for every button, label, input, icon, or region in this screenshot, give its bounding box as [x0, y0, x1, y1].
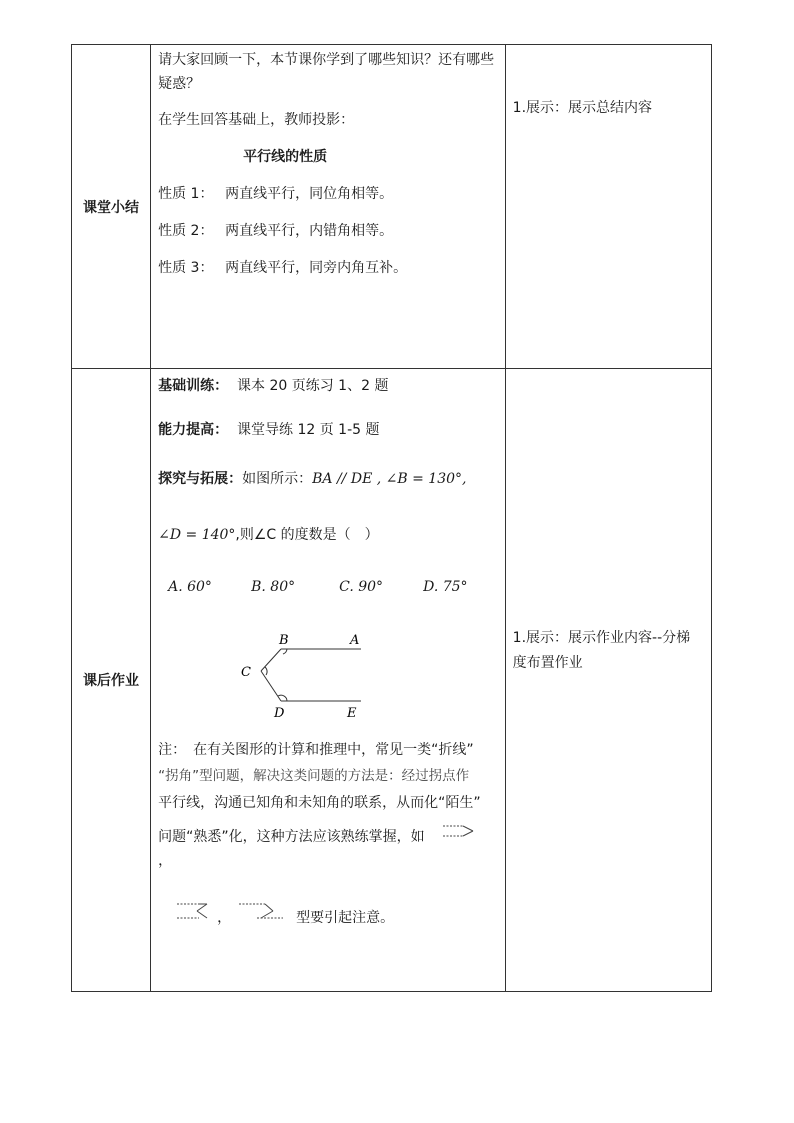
note-line-2: “拐角”型问题，解决这类问题的方法是：经过拐点作 [158, 768, 470, 784]
homework-note-cell [505, 369, 711, 992]
option-c: C. 90° [339, 579, 384, 595]
summary-label: 课堂小结 [72, 45, 151, 369]
explore-key: 探究与拓展： [158, 471, 243, 487]
segment-bc [261, 649, 281, 671]
basic-training [158, 377, 388, 395]
label-a: A [350, 633, 360, 648]
explore-math: BA // DE , ∠B = 130°, [312, 471, 467, 487]
label-c: C [241, 665, 252, 680]
ability-text: 课堂导练 12 页 1-5 题 [237, 422, 380, 438]
summary-note-cell [505, 45, 711, 369]
property-2-text: 两直线平行，内错角相等。 [225, 223, 394, 239]
note-line-1: 注： 在有关图形的计算和推理中，常见一类“折线” [158, 742, 474, 758]
fold-line-shape-2 [175, 901, 211, 921]
fold-line-shape-3 [237, 901, 287, 921]
homework-content-cell [151, 369, 506, 992]
summary-line-2: 疑惑？ [158, 76, 201, 92]
summary-content-cell [151, 45, 506, 369]
property-1-key: 性质 1： [158, 186, 214, 202]
note-comma: ， [217, 910, 232, 926]
property-3-key: 性质 3： [158, 260, 214, 276]
ability-key: 能力提高： [158, 422, 229, 438]
basic-training-text: 课本 20 页练习 1、2 题 [237, 378, 389, 394]
label-b: B [279, 633, 289, 648]
note-line-4: 问题“熟悉”化，这种方法应该熟练掌握，如 [158, 829, 425, 845]
property-3-text: 两直线平行，同旁内角互补。 [225, 260, 408, 276]
summary-note: 1.展示：展示总结内容 [512, 100, 653, 116]
note-line-3: 平行线，沟通已知角和未知角的联系，从而化“陌生” [158, 795, 481, 811]
question-line [158, 526, 379, 544]
option-b: B. 80° [251, 579, 296, 595]
parallel-lines-figure [237, 625, 457, 721]
segment-cd [261, 671, 281, 701]
summary-line-1: 请大家回顾一下，本节课你学到了哪些知识？还有哪些 [158, 52, 495, 68]
explore-line [158, 470, 466, 488]
label-d: D [274, 706, 285, 721]
ability-improvement [158, 421, 379, 439]
property-2-key: 性质 2： [158, 223, 214, 239]
basic-training-key: 基础训练： [158, 378, 229, 394]
homework-note-line-1: 1.展示：展示作业内容--分梯 [512, 630, 691, 646]
angle-c-arc [265, 667, 267, 675]
note-end: 型要引起注意。 [296, 910, 395, 926]
question-math: ∠D = 140° [158, 527, 236, 543]
homework-row [72, 369, 712, 992]
question-text: ,则∠C 的度数是（ ） [235, 527, 379, 543]
note-line-5: ， [158, 853, 173, 869]
summary-row [72, 45, 712, 369]
homework-label: 课后作业 [72, 369, 151, 992]
summary-line-3: 在学生回答基础上，教师投影： [158, 112, 355, 128]
homework-note-line-2: 度布置作业 [512, 655, 583, 671]
property-1-text: 两直线平行，同位角相等。 [225, 186, 394, 202]
option-a: A. 60° [168, 579, 212, 595]
summary-heading: 平行线的性质 [243, 149, 328, 165]
explore-text: 如图所示： [242, 471, 313, 487]
option-d: D. 75° [423, 579, 468, 595]
lesson-table [71, 44, 712, 992]
angle-b-arc [283, 649, 287, 654]
fold-line-shape-1 [441, 823, 477, 839]
label-e: E [347, 706, 357, 721]
